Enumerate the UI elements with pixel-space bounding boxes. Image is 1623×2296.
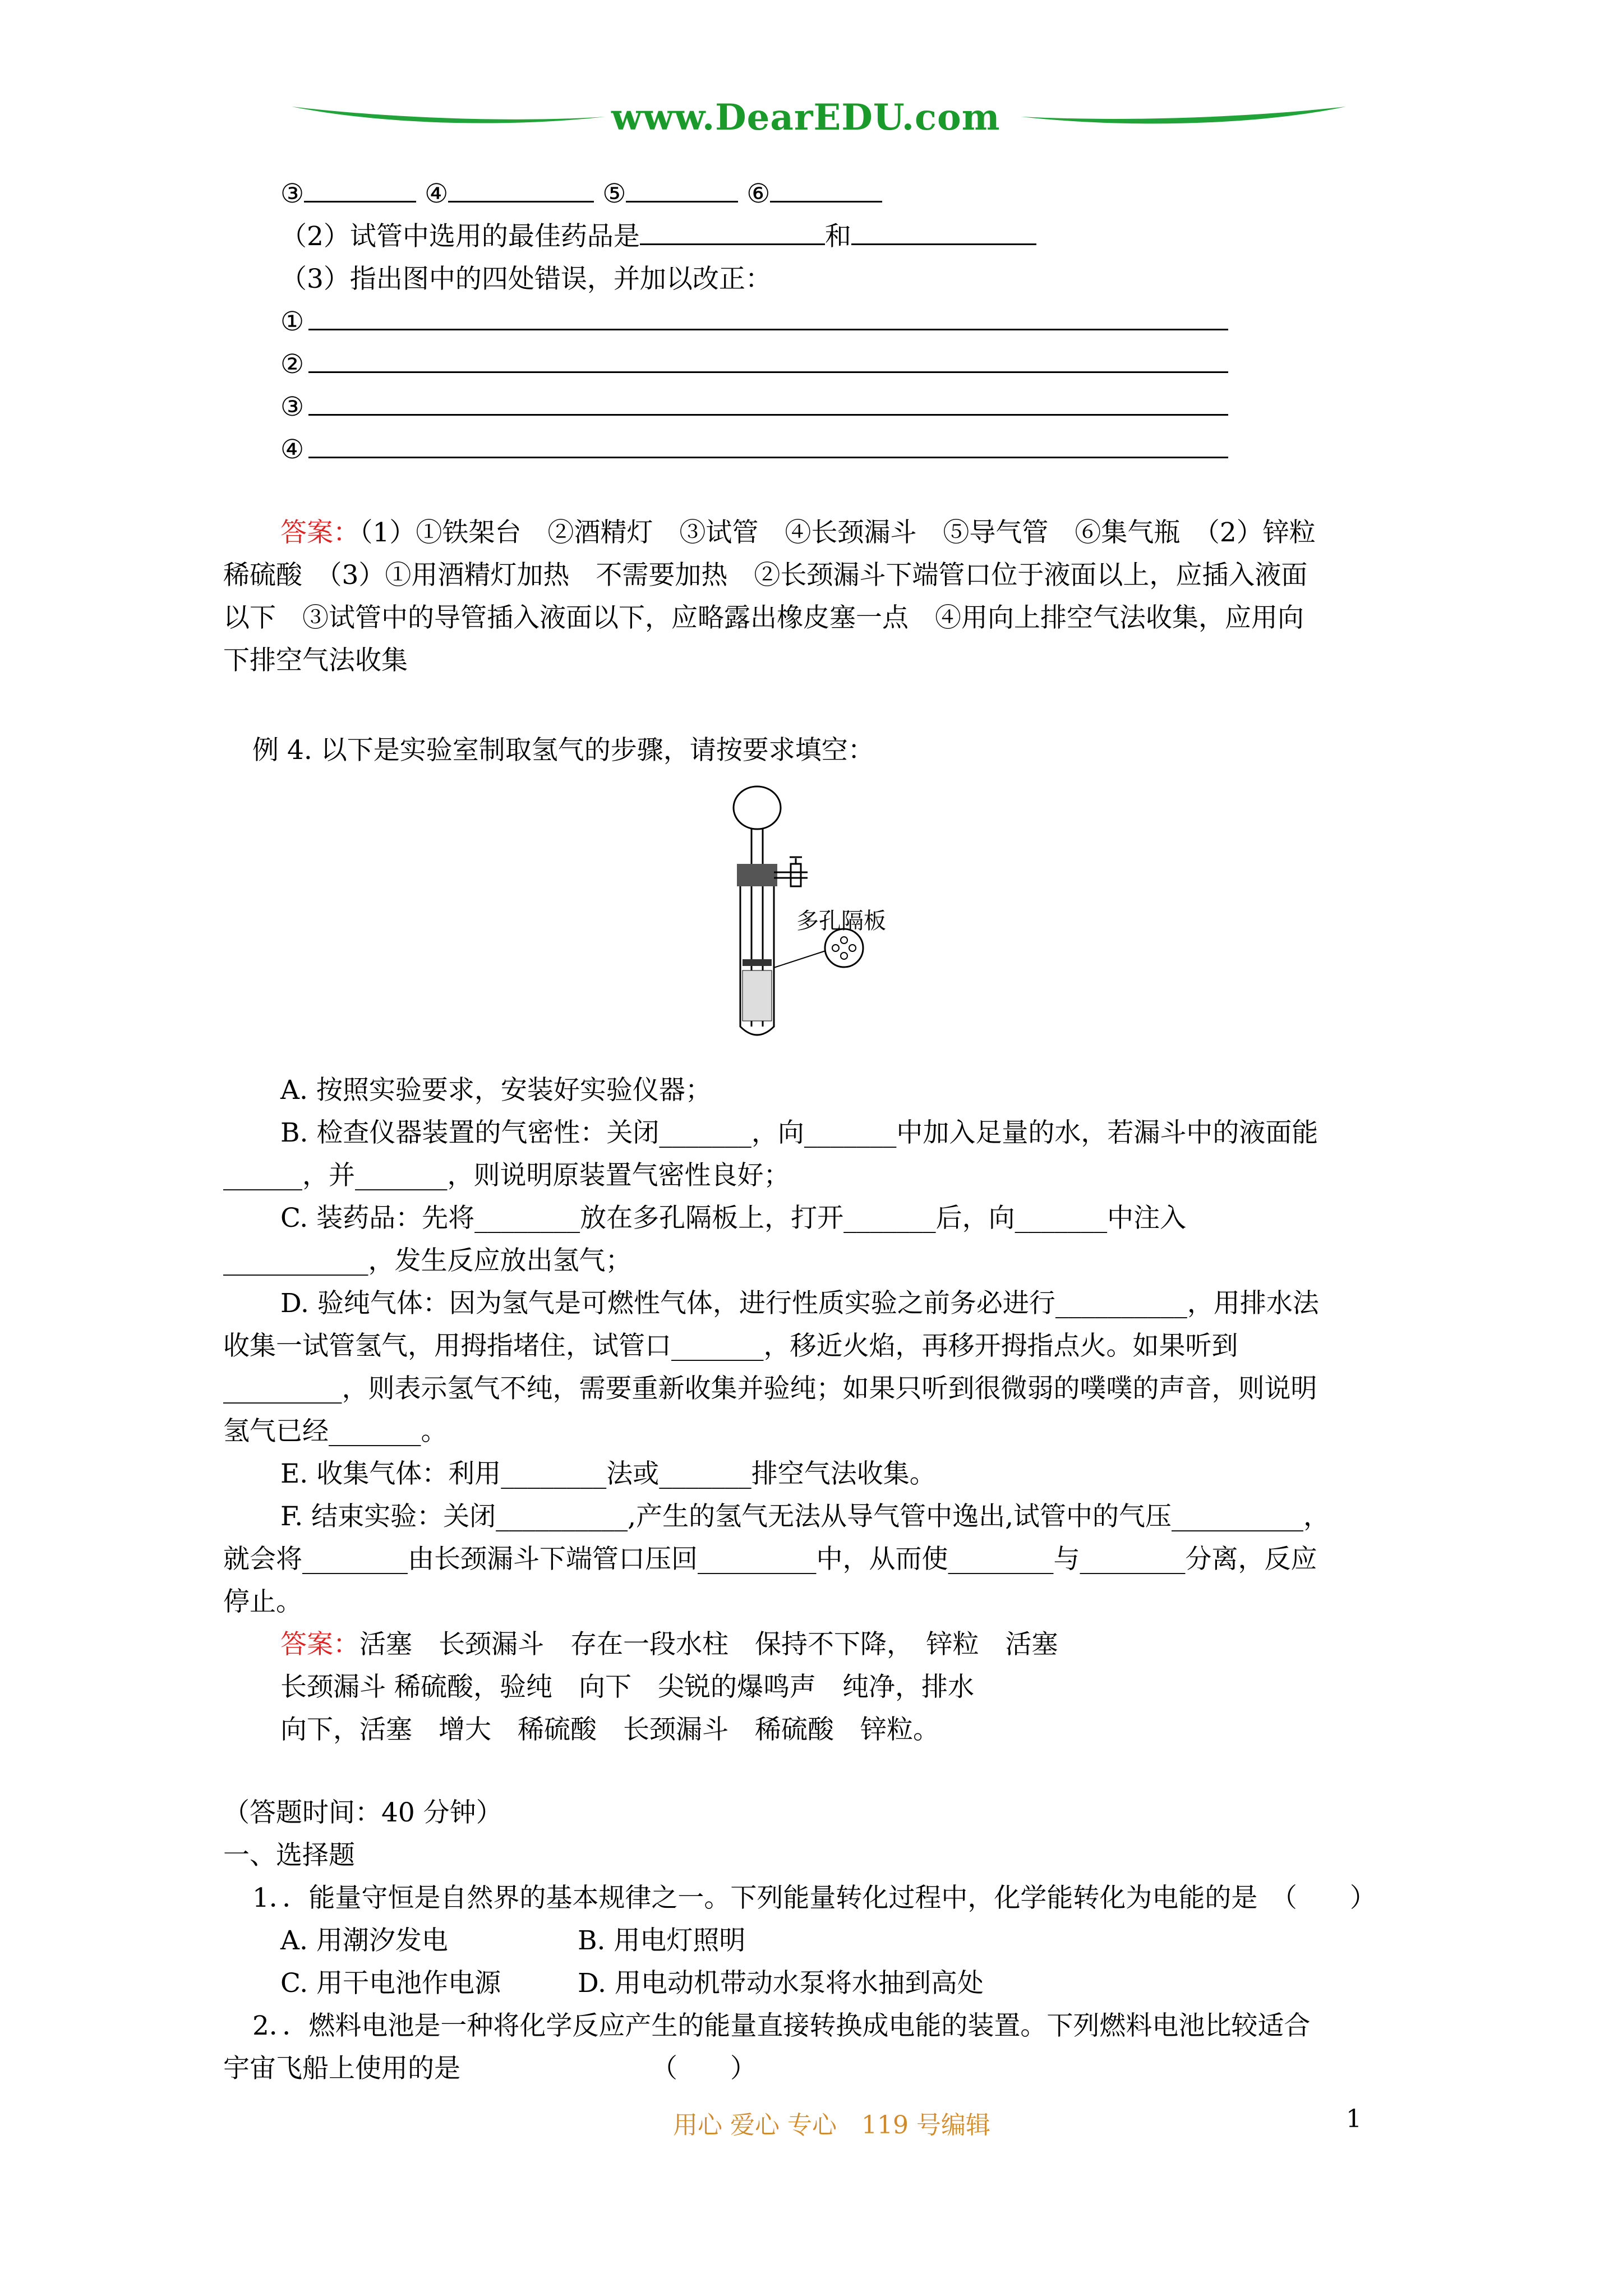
answer1-line-1: 答案：（1）①铁架台 ②酒精灯 ③试管 ④长颈漏斗 ⑤导气管 ⑥集气瓶 （2）锌粒 (280, 517, 1316, 548)
q1-option-d: D. 用电动机带动水泵将水抽到高处 (578, 1968, 984, 1999)
step-d-4: 氢气已经_______。 (223, 1416, 448, 1447)
step-f-2: 就会将________由长颈漏斗下端管口压回_________中，从而使________与________分离，反应 (223, 1544, 1317, 1575)
header-site-logo: www.DearEDU.com (611, 96, 1000, 139)
answer2-line-2: 长颈漏斗 稀硫酸，验纯 向下 尖锐的爆鸣声 纯净，排水 (280, 1672, 974, 1703)
q3-line: （3）指出图中的四处错误，并加以改正： (280, 264, 772, 295)
answer1-line-4: 下排空气法收集 (223, 645, 408, 676)
answer-label: 答案： (280, 1629, 359, 1660)
step-f-1: F. 结束实验：关闭__________,产生的氢气无法从导气管中逸出,试管中的气压__________， (280, 1501, 1330, 1532)
error-line-3: ③ (280, 386, 1228, 429)
header-swoosh-left (292, 100, 606, 134)
error-line-1: ① (280, 301, 1228, 343)
header-swoosh-right (1021, 100, 1346, 134)
answer1-line-3: 以下 ③试管中的导管插入液面以下，应略露出橡皮塞一点 ④用向上排空气法收集，应用向 (223, 602, 1304, 633)
example4-title: 例 4. 以下是实验室制取氢气的步骤，请按要求填空： (252, 735, 874, 766)
answer2-line-3: 向下，活塞 增大 稀硫酸 长颈漏斗 稀硫酸 锌粒。 (280, 1714, 939, 1745)
step-b-1: B. 检查仪器装置的气密性：关闭_______，向_______中加入足量的水，若漏斗中的液面能 (280, 1117, 1318, 1148)
q1-option-b: B. 用电灯照明 (578, 1925, 746, 1956)
figure-label: 多孔隔板 (796, 908, 886, 934)
q1-option-c: C. 用干电池作电源 (280, 1968, 501, 1999)
step-c-1: C. 装药品：先将________放在多孔隔板上，打开_______后，向_______中注入 (280, 1203, 1187, 1234)
step-a: A. 按照实验要求，安装好实验仪器； (280, 1075, 712, 1106)
step-b-2: ______，并_______，则说明原装置气密性良好； (223, 1160, 790, 1191)
answer2-line-1: 答案：活塞 长颈漏斗 存在一段水柱 保持不下降， 锌粒 活塞 (280, 1629, 1058, 1660)
step-f-3: 停止。 (223, 1586, 302, 1617)
q2-stem-1: 2．．燃料电池是一种将化学反应产生的能量直接转换成电能的装置。下列燃料电池比较适合 (252, 2010, 1311, 2041)
step-d-3: _________，则表示氢气不纯，需要重新收集并验纯；如果只听到很微弱的噗噗的声音，则说明 (223, 1373, 1317, 1404)
step-d-2: 收集一试管氢气，用拇指堵住，试管口_______，移近火焰，再移开拇指点火。如果听到 (223, 1331, 1238, 1361)
step-c-2: ___________，发生反应放出氢气； (223, 1245, 632, 1276)
error-line-4: ④ (280, 429, 1228, 471)
page-number: 1 (1346, 2105, 1362, 2133)
section-title: 一、选择题 (223, 1840, 355, 1871)
error-line-2: ② (280, 343, 1228, 386)
step-e: E. 收集气体：利用________法或_______排空气法收集。 (280, 1458, 936, 1489)
answer1-line-2: 稀硫酸 （3）①用酒精灯加热 不需要加热 ②长颈漏斗下端管口位于液面以上，应插入液面 (223, 560, 1308, 591)
answer-time: （答题时间：40 分钟） (223, 1797, 502, 1828)
q2-line: （2）试管中选用的最佳药品是 和 (280, 215, 1036, 258)
step-d-1: D. 验纯气体：因为氢气是可燃性气体，进行性质实验之前务必进行__________，用排水法 (280, 1288, 1319, 1319)
q1-option-a: A. 用潮汐发电 (280, 1925, 448, 1956)
footer-text: 用心 爱心 专心 119 号编辑 (673, 2111, 990, 2139)
blank-line-3456: ③ ④ ⑤ ⑥ (280, 173, 882, 215)
q2-stem-2: 宇宙飞船上使用的是 （ ） (223, 2053, 757, 2084)
answer-label: 答案： (280, 517, 359, 548)
q1-stem: 1．．能量守恒是自然界的基本规律之一。下列能量转化过程中，化学能转化为电能的是 （ ） (252, 1883, 1376, 1913)
